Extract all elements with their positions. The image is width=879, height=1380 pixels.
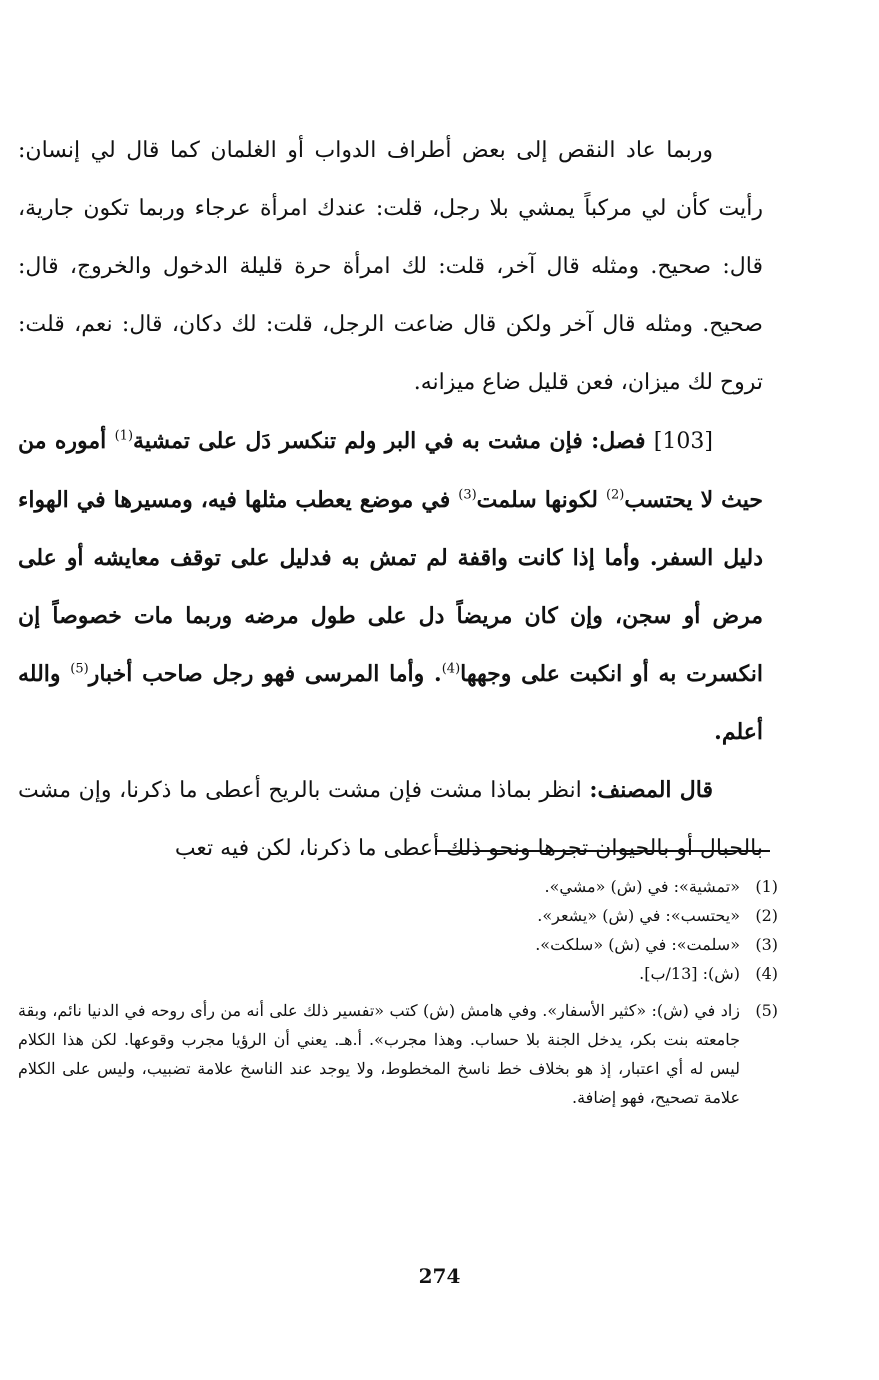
- footnote-text: زاد في (ش): «كثير الأسفار». وفي هامش (ش) كتب «تفسير ذلك على أنه من رأى روحه في الدنيا نائم، وبقة جامعته بنت بكر، يدخل الجنة بلا حساب. وهذا مجرب». أ.هـ. يعني أن الرؤيا مجرب وقوعها. لكن هذا الكلام ليس له أي اعتبار، إذ هو بخلاف خط ناسخ المخطوط، ولا يوجد عند الناسخ علامة تضبيب، وليس على الكلام علامة تصحيح، فهو إضافة.: [18, 1001, 741, 1107]
- paragraph-2-segment-5: . وأما المرسى فهو رجل صاحب أخبار: [88, 661, 442, 687]
- footnotes: [18, 872, 778, 1112]
- section-label: فصل:: [591, 428, 646, 454]
- footnote-text: (ش): [13/ب].: [639, 964, 740, 983]
- footnote-3: [18, 930, 778, 959]
- footnote-ref-2[interactable]: (2): [605, 487, 625, 503]
- footnote-2: [18, 901, 778, 930]
- footnote-5: [18, 996, 778, 1112]
- footnote-ref-1[interactable]: (1): [114, 428, 134, 444]
- footnote-divider: [437, 850, 770, 852]
- footnote-number: (4): [755, 964, 778, 983]
- paragraph-2-segment-1: فإن مشت به في البر ولم تنكسر دَل على تمشية: [133, 428, 583, 454]
- footnote-1: [18, 872, 778, 901]
- footnote-number: (1): [755, 877, 778, 896]
- author-label: قال المصنف:: [589, 777, 714, 803]
- paragraph-2: [18, 412, 763, 761]
- paragraph-2-segment-2: أموره من حيث لا يحتسب: [18, 428, 763, 513]
- paragraph-2-segment-3: لكونها سلمت: [476, 487, 598, 513]
- paragraph-2-segment-4: في موضع يعطب مثلها فيه، ومسيرها في الهواء دليل السفر. وأما إذا كانت واقفة لم تمش به فدليل على توقف معايشه أو على مرض أو سجن، وإن كان مريضاً دل على طول مرضه وربما مات خصوصاً إن انكسرت به أو انكبت على وجهها: [18, 487, 763, 687]
- paragraph-2-segment-6: والله أعلم.: [18, 661, 763, 745]
- footnote-text: «سلمت»: في (ش) «سلكت».: [535, 935, 740, 954]
- footnote-text: «تمشية»: في (ش) «مشي».: [544, 877, 740, 896]
- footnote-number: (2): [755, 906, 778, 925]
- footnote-ref-4[interactable]: (4): [441, 661, 461, 677]
- footnote-ref-5[interactable]: (5): [70, 661, 89, 677]
- section-number: [103]: [653, 429, 713, 454]
- footnote-ref-3[interactable]: (3): [458, 487, 477, 503]
- footnote-text: «يحتسب»: في (ش) «يشعر».: [537, 906, 740, 925]
- footnote-4: [18, 959, 778, 988]
- main-text: [18, 122, 763, 878]
- footnote-number: (3): [755, 935, 778, 954]
- paragraph-1: وربما عاد النقص إلى بعض أطراف الدواب أو الغلمان كما قال لي إنسان: رأيت كأن لي مركباً يمشي بلا رجل، قلت: عندك امرأة عرجاء وربما تكون جارية، قال: صحيح. ومثله قال آخر، قلت: لك امرأة حرة قليلة الدخول والخروج، قال: صحيح. ومثله قال آخر ولكن قال ضاعت الرجل، قلت: لك دكان، قال: نعم، قلت: تروح لك ميزان، فعن قليل ضاع ميزانه.: [18, 138, 763, 395]
- paragraph-3: [18, 761, 763, 878]
- footnote-number: (5): [755, 1001, 778, 1020]
- page-number: 274: [418, 1264, 461, 1288]
- paragraph-3-text: انظر بماذا مشت فإن مشت بالريح أعطى ما ذكرنا، وإن مشت بالحبال أو بالحيوان تجرها ونحو ذلك أعطى ما ذكرنا، لكن فيه تعب: [18, 778, 763, 861]
